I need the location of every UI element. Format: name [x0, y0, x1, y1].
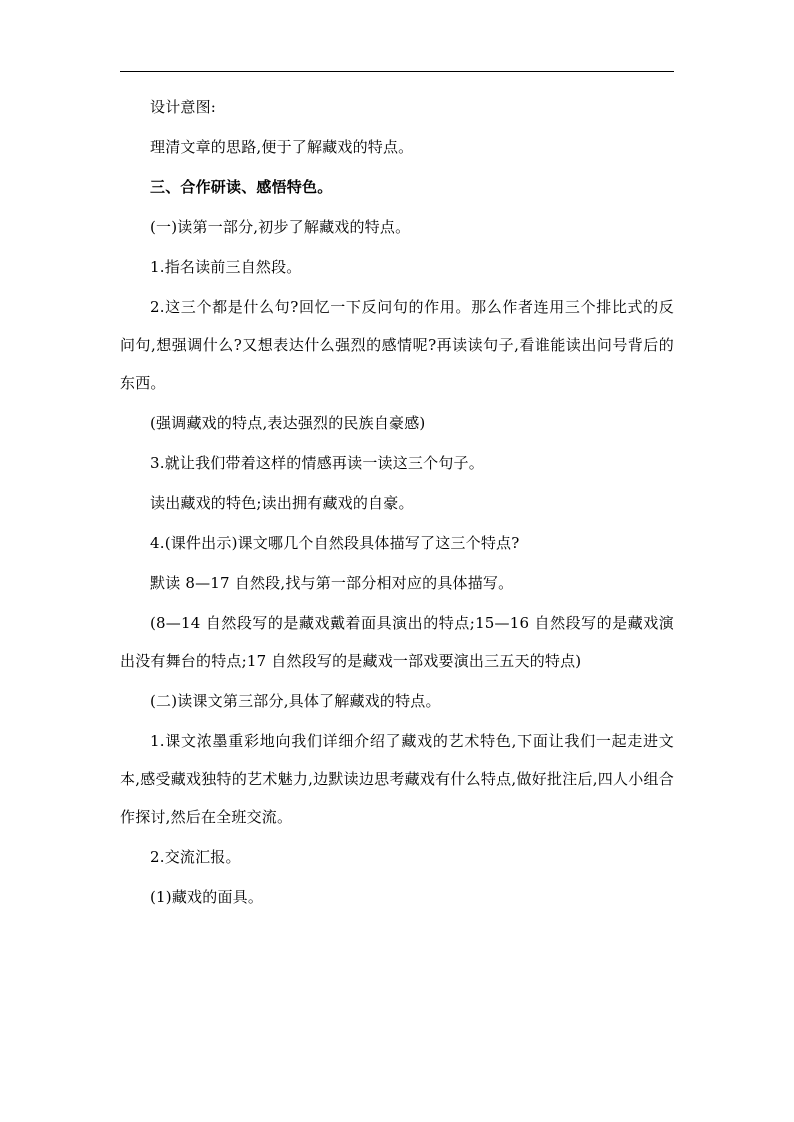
list-item: 4.(课件出示)课文哪几个自然段具体描写了这三个特点?: [150, 534, 520, 552]
list-item: 3.就让我们带着这样的情感再读一读这三个句子。: [150, 454, 484, 472]
document-body: [120, 93, 674, 923]
list-item: 1.课文浓墨重彩地向我们详细介绍了藏戏的艺术特色,下面让我们一起走进文本,感受藏戏独特的艺术魅力,边默读边思考藏戏有什么特点,做好批注后,四人小组合作探讨,然后在全班交流。: [120, 732, 674, 826]
paragraph: 读出藏戏的特色;读出拥有藏戏的自豪。: [150, 494, 414, 512]
paragraph: 默读 8—17 自然段,找与第一部分相对应的具体描写。: [150, 574, 514, 592]
section-heading: 三、合作研读、感悟特色。: [150, 178, 333, 196]
list-item: 2.交流汇报。: [150, 848, 241, 866]
paragraph: 理清文章的思路,便于了解藏戏的特点。: [150, 138, 414, 156]
paragraph: (强调藏戏的特点,表达强烈的民族自豪感): [150, 414, 426, 432]
header-rule: [120, 71, 674, 72]
design-intent-label: 设计意图:: [150, 98, 217, 116]
list-item: 2.这三个都是什么句?回忆一下反问句的作用。那么作者连用三个排比式的反问句,想强调什么?又想表达什么强烈的感情呢?再读读句子,看谁能读出问号背后的东西。: [120, 298, 674, 392]
list-item: (1)藏戏的面具。: [150, 888, 264, 906]
subsection-heading: (二)读课文第三部分,具体了解藏戏的特点。: [150, 692, 441, 710]
paragraph: (8—14 自然段写的是藏戏戴着面具演出的特点;15—16 自然段写的是藏戏演出没有舞台的特点;17 自然段写的是藏戏一部戏要演出三五天的特点): [120, 614, 674, 670]
subsection-heading: (一)读第一部分,初步了解藏戏的特点。: [150, 218, 411, 236]
list-item: 1.指名读前三自然段。: [150, 258, 302, 276]
